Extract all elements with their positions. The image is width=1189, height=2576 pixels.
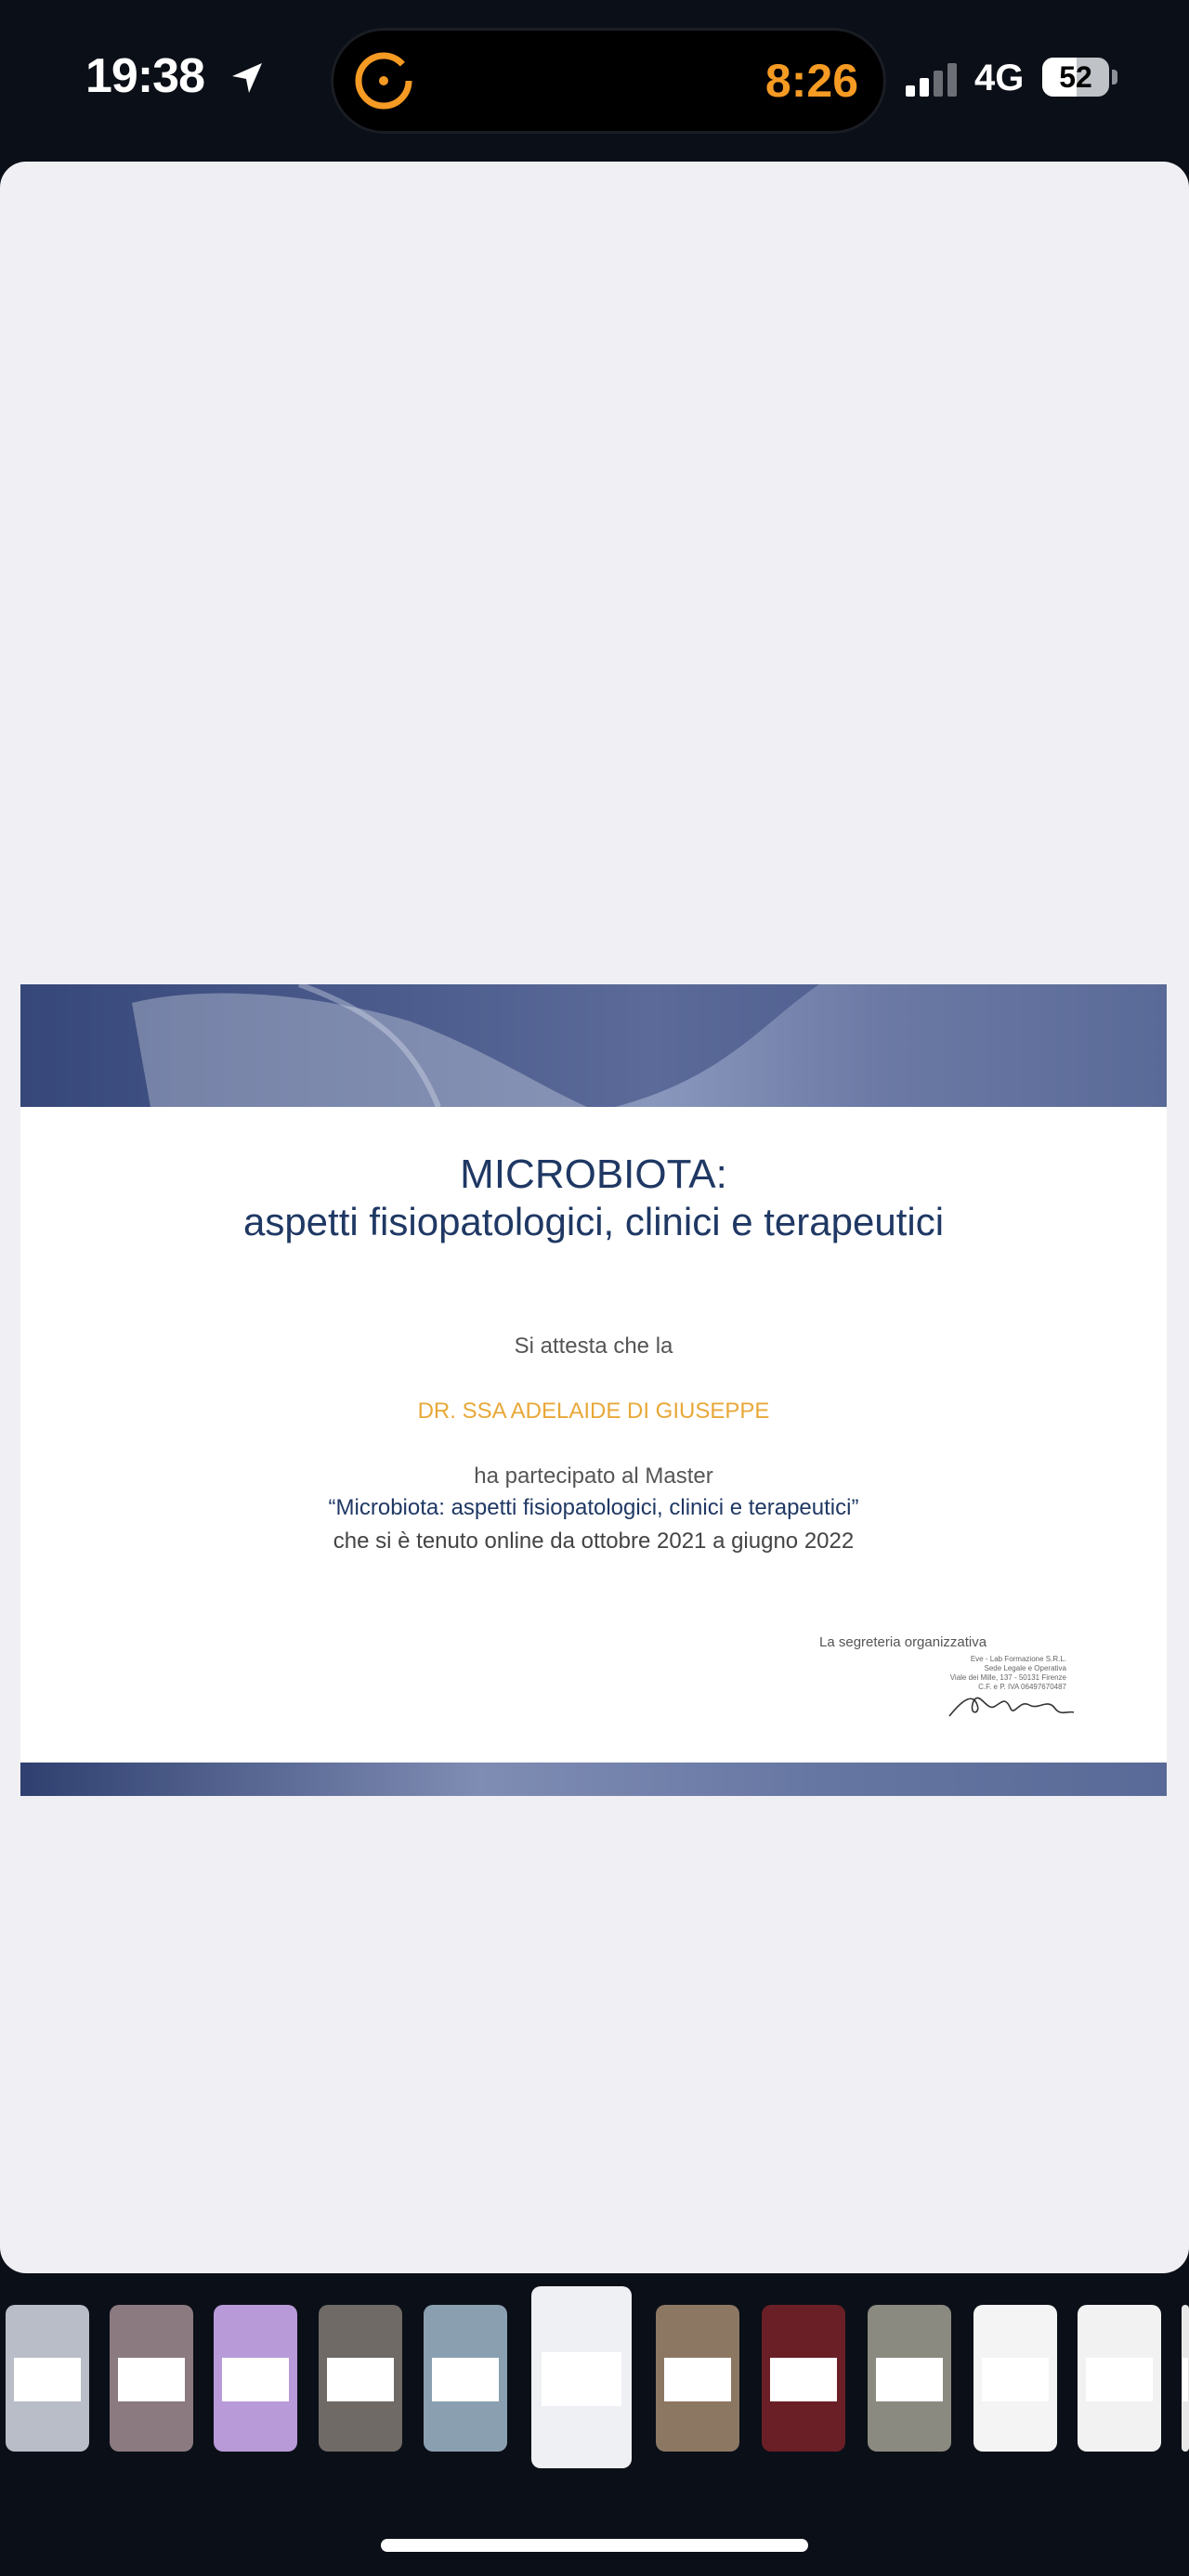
thumbnail-document bbox=[542, 2352, 621, 2407]
dynamic-island[interactable] bbox=[331, 28, 886, 134]
thumbnail[interactable] bbox=[1078, 2305, 1161, 2452]
thumbnail-document bbox=[1182, 2358, 1188, 2401]
photo-viewer[interactable] bbox=[0, 162, 1189, 2273]
handwritten-signature bbox=[946, 1688, 1076, 1722]
certificate-title: MICROBIOTA: bbox=[460, 1151, 727, 1197]
status-bar bbox=[0, 0, 1189, 158]
thumbnail-document bbox=[14, 2358, 81, 2401]
thumbnail-strip[interactable] bbox=[0, 2284, 1189, 2470]
thumbnail[interactable] bbox=[762, 2305, 845, 2452]
thumbnail[interactable] bbox=[6, 2305, 89, 2452]
thumbnail-document bbox=[222, 2358, 289, 2401]
location-arrow-icon bbox=[229, 59, 266, 97]
certificate-text-2: “Microbiota: aspetti fisiopatologici, clinici e terapeutici” bbox=[328, 1495, 859, 1520]
thumbnail-document bbox=[664, 2358, 731, 2401]
battery-icon bbox=[1042, 58, 1118, 97]
secretary-label: La segreteria organizzativa bbox=[819, 1634, 987, 1650]
thumbnail[interactable] bbox=[531, 2286, 632, 2468]
cellular-signal-icon bbox=[904, 63, 960, 97]
network-type: 4G bbox=[974, 58, 1025, 98]
certificate-image[interactable] bbox=[20, 984, 1167, 1796]
certificate-text-1: ha partecipato al Master bbox=[474, 1464, 713, 1489]
stamp-line: Sede Legale e Operativa bbox=[984, 1664, 1066, 1672]
certificate-header-band bbox=[20, 984, 1167, 1107]
certificate-footer-band bbox=[20, 1763, 1167, 1796]
thumbnail-document bbox=[327, 2358, 394, 2401]
battery-level: 52 bbox=[1059, 60, 1092, 94]
status-time: 19:38 bbox=[85, 49, 204, 103]
thumbnail[interactable] bbox=[973, 2305, 1057, 2452]
thumbnail[interactable] bbox=[868, 2305, 951, 2452]
stamp-line: Viale dei Mille, 137 - 50131 Firenze bbox=[949, 1673, 1066, 1682]
stamp-line: C.F. e P. IVA 06497670487 bbox=[978, 1683, 1066, 1691]
thumbnail-document bbox=[982, 2358, 1049, 2401]
certificate-attest: Si attesta che la bbox=[514, 1334, 673, 1359]
thumbnail-document bbox=[1086, 2358, 1153, 2401]
timer-icon bbox=[353, 50, 414, 111]
certificate-text-3: che si è tenuto online da ottobre 2021 a giugno 2022 bbox=[333, 1529, 855, 1554]
thumbnail[interactable] bbox=[424, 2305, 507, 2452]
thumbnail[interactable] bbox=[110, 2305, 193, 2452]
thumbnail[interactable] bbox=[214, 2305, 297, 2452]
thumbnail[interactable] bbox=[1182, 2305, 1189, 2452]
thumbnail-document bbox=[876, 2358, 943, 2401]
thumbnail[interactable] bbox=[319, 2305, 402, 2452]
thumbnail-document bbox=[118, 2358, 185, 2401]
stamp-line: Eve - Lab Formazione S.R.L. bbox=[970, 1655, 1066, 1663]
thumbnail-document bbox=[770, 2358, 837, 2401]
certificate-subtitle: aspetti fisiopatologici, clinici e terapeutici bbox=[242, 1200, 945, 1243]
thumbnail-document bbox=[432, 2358, 499, 2401]
recipient-name: DR. SSA ADELAIDE DI GIUSEPPE bbox=[417, 1399, 770, 1424]
timer-countdown: 8:26 bbox=[764, 55, 858, 107]
thumbnail[interactable] bbox=[656, 2305, 739, 2452]
home-indicator[interactable] bbox=[381, 2539, 808, 2552]
